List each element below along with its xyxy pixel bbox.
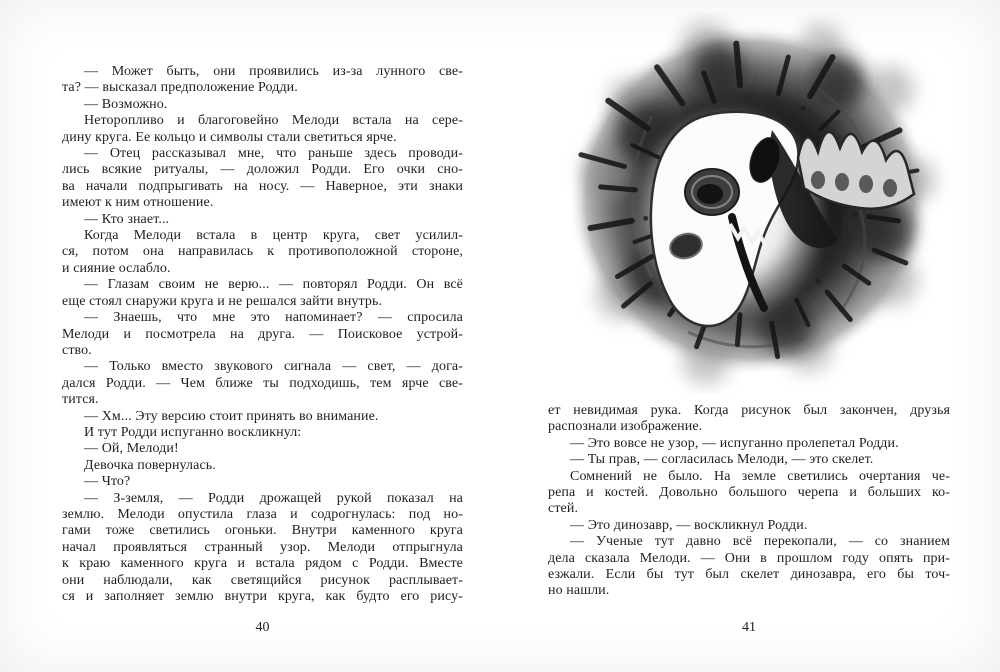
text-line: — Глазам своим не верю... — повторял Родди. Он всё — [84, 277, 463, 293]
text-line: ся и заполняет землю внутри круга, как будто его рису- — [62, 589, 463, 604]
text-line: дела сказала Мелоди. — Они в прошлом году опять при- — [548, 550, 950, 566]
text-line: дину круга. Ее кольцо и символы стали светиться ярче. — [62, 129, 397, 145]
text-line: распознали изображение. — [548, 419, 703, 435]
text-line: ство. — [62, 342, 92, 358]
text-line: Когда Мелоди встала в центр круга, свет усилил- — [84, 228, 463, 244]
text-line: начал проявляться странный узор. Мелоди отпрыгнула — [62, 539, 463, 555]
text-line: — Ой, Мелоди! — [84, 441, 179, 457]
story-text-left — [62, 64, 463, 605]
text-line: — Отец рассказывал мне, что раньше здесь проводи- — [84, 146, 463, 162]
text-line: — Возможно. — [84, 96, 168, 112]
text-line: — Только вместо звукового сигнала — свет, — дога- — [84, 359, 463, 375]
text-line: — Кто знает... — [84, 211, 170, 227]
dinosaur-skeleton-illustration — [560, 12, 952, 394]
text-line: они наблюдали, как светящийся рисунок расплывает- — [62, 572, 463, 588]
text-line: ва начали подпрыгивать на носу. — Наверное, эти знаки — [62, 178, 463, 194]
text-line: — Что? — [84, 474, 131, 490]
text-line: ся, потом она направилась к противоположной стороне, — [62, 244, 463, 260]
text-line: Сомнений не было. На земле светились очертания че- — [570, 468, 950, 484]
text-line: — Ты прав, — согласилась Мелоди, — это скелет. — [570, 452, 874, 468]
text-line: гами тоже светились огоньки. Внутри каменного круга — [62, 523, 463, 539]
text-line: дался Родди. — Чем ближе ты подходишь, тем ярче све- — [62, 375, 463, 391]
text-line: И тут Родди испуганно воскликнул: — [84, 424, 302, 440]
text-line: та? — высказал предположение Родди. — [62, 80, 298, 96]
text-line: — Это вовсе не узор, — испуганно пролепетал Родди. — [570, 435, 899, 451]
text-line: езжали. Если бы тут был скелет динозавра, его бы точ- — [548, 567, 950, 583]
text-line: лись всякие ритуалы, — доложил Родди. Его очки сно- — [62, 162, 463, 178]
text-line: — З-земля, — Родди дрожащей рукой показал на — [84, 490, 463, 506]
text-line: еще стоял снаружи круга и не решался зайти внутрь. — [62, 293, 383, 309]
page-number-left: 40 — [255, 620, 270, 635]
text-line: и сияние ослабло. — [62, 260, 171, 276]
text-line: ет невидимая рука. Когда рисунок был закончен, друзья — [548, 403, 950, 418]
text-line: но нашли. — [548, 583, 610, 599]
text-line: Неторопливо и благоговейно Мелоди встала на сере- — [84, 113, 463, 129]
text-line: Девочка повернулась. — [84, 457, 216, 473]
text-line: стей. — [548, 501, 579, 517]
text-line: к краю каменного круга и встала рядом с Родди. Вместе — [62, 556, 463, 572]
page-number-right: 41 — [742, 620, 756, 635]
text-line: — Ученые тут давно всё перекопали, — со знанием — [570, 534, 950, 550]
text-line: Мелоди и посмотрела на друга. — Поисковое устрой- — [62, 326, 463, 342]
text-line: — Знаешь, что мне это напоминает? — спросила — [84, 310, 463, 326]
text-line: — Хм... Эту версию стоит принять во внимание. — [84, 408, 379, 424]
text-line: репа и костей. Довольно большого черепа и больших ко- — [548, 485, 950, 501]
story-text-right — [548, 403, 950, 600]
text-line: — Это динозавр, — воскликнул Родди. — [570, 517, 808, 533]
text-line: тится. — [62, 392, 99, 408]
text-line: — Может быть, они проявились из-за лунного све- — [84, 64, 463, 79]
text-line: имеют к ним отношение. — [62, 195, 214, 211]
text-line: землю. Мелоди опустила глаза и содрогнулась: под но- — [62, 506, 463, 522]
